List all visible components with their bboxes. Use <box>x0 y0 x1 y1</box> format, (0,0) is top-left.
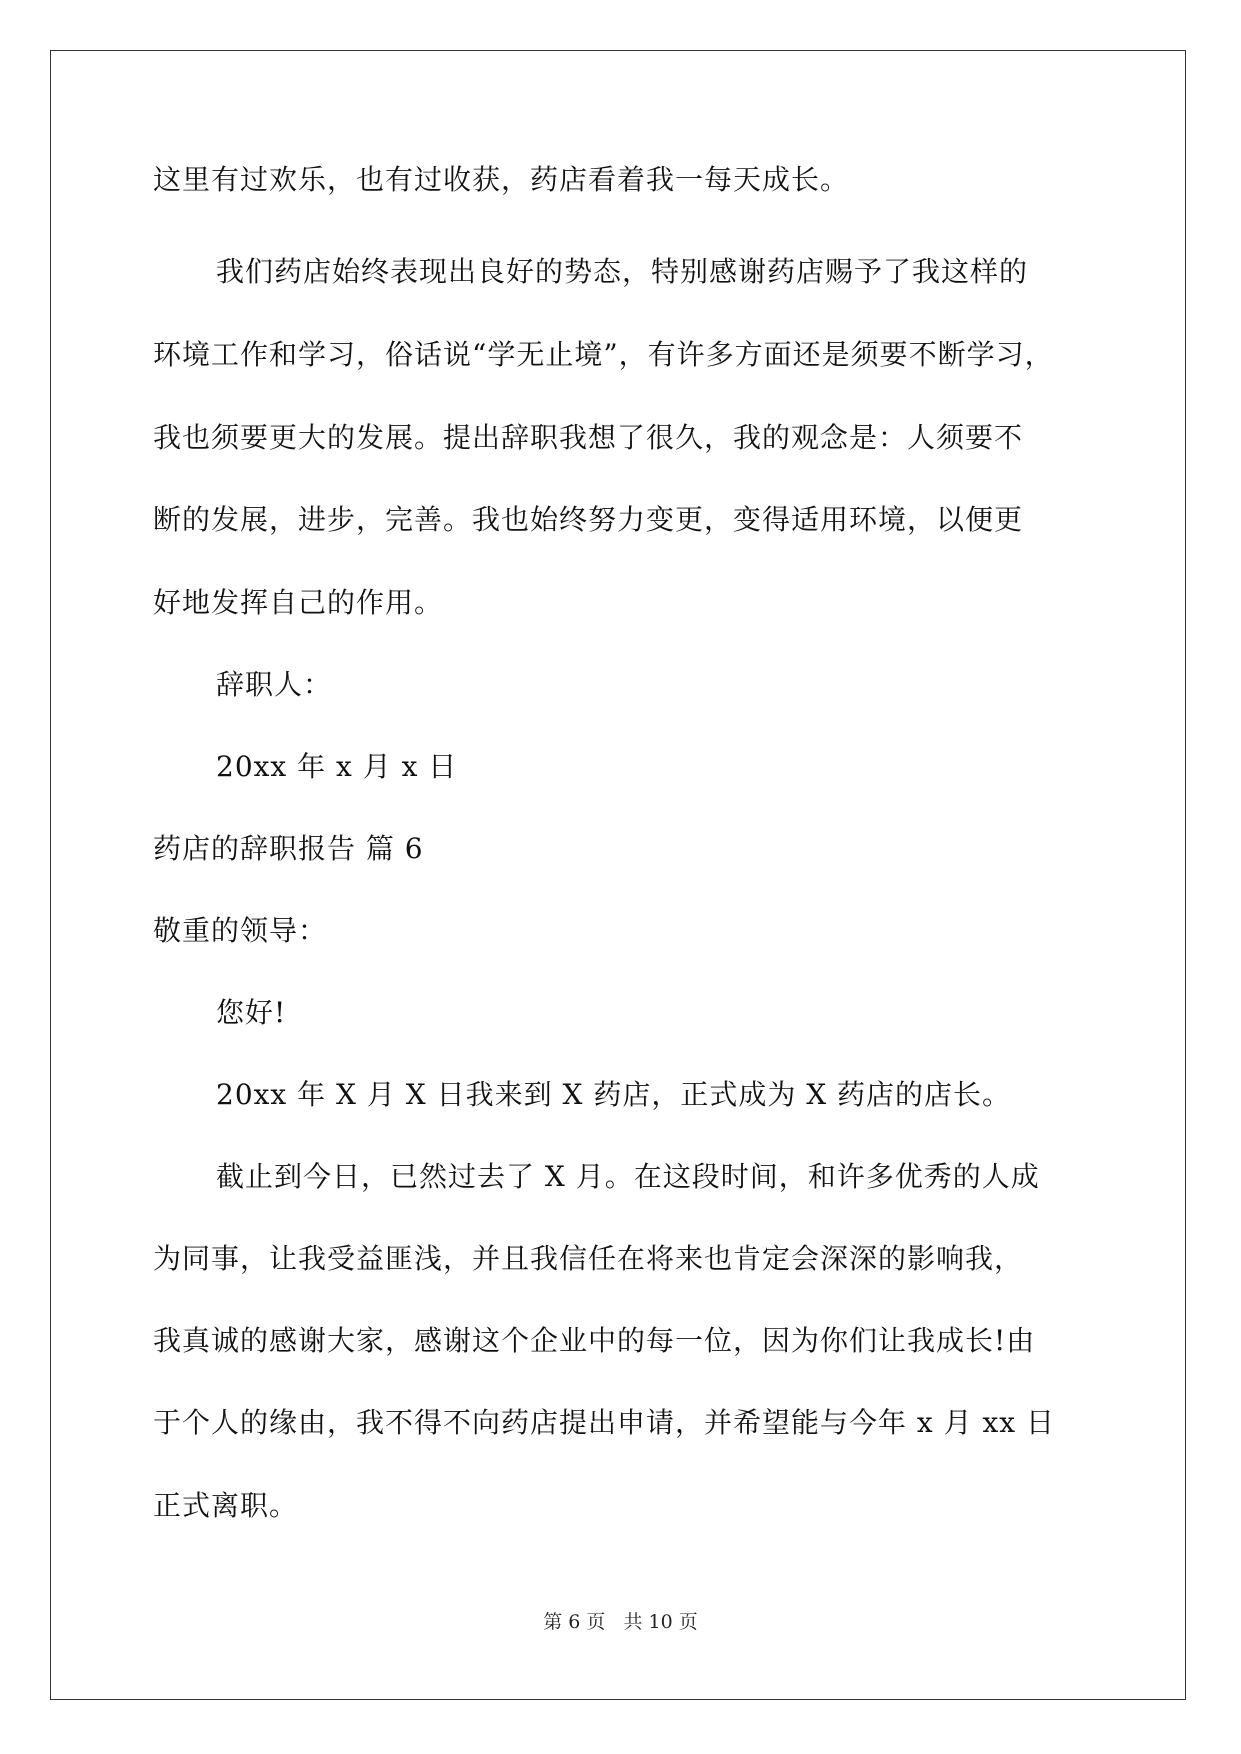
paragraph-line: 我们药店始终表现出良好的势态，特别感谢药店赐予了我这样的 <box>216 255 1029 288</box>
paragraph-line: 环境工作和学习，俗话说“学无止境”，有许多方面还是须要不断学习， <box>153 338 1054 371</box>
paragraph-line: 20xx 年 X 月 X 日我来到 X 药店，正式成为 X 药店的店长。 <box>216 1078 1012 1111</box>
salutation: 敬重的领导： <box>153 914 328 947</box>
page-number: 第 6 页 <box>543 1611 606 1633</box>
paragraph-line: 于个人的缘由，我不得不向药店提出申请，并希望能与今年 x 月 xx 日 <box>153 1406 1055 1439</box>
paragraph-line: 这里有过欢乐，也有过收获，药店看着我一每天成长。 <box>153 163 850 196</box>
page-frame <box>50 50 1186 1700</box>
paragraph-line: 断的发展，进步，完善。我也始终努力变更，变得适用环境，以便更 <box>153 503 1024 536</box>
date-line: 20xx 年 x 月 x 日 <box>216 750 458 783</box>
paragraph-line: 截止到今日，已然过去了 X 月。在这段时间，和许多优秀的人成 <box>216 1160 1040 1193</box>
greeting: 您好! <box>216 996 287 1029</box>
page-footer <box>0 1610 1241 1634</box>
paragraph-line: 正式离职。 <box>153 1489 299 1522</box>
paragraph-line: 好地发挥自己的作用。 <box>153 586 444 619</box>
section-title: 药店的辞职报告 篇 6 <box>153 832 424 865</box>
paragraph-line: 我也须要更大的发展。提出辞职我想了很久，我的观念是：人须要不 <box>153 421 1024 454</box>
paragraph-line: 我真诚的感谢大家，感谢这个企业中的每一位，因为你们让我成长!由 <box>153 1324 1036 1357</box>
signature-label: 辞职人： <box>216 668 333 701</box>
page-total: 共 10 页 <box>623 1611 698 1633</box>
paragraph-line: 为同事，让我受益匪浅，并且我信任在将来也肯定会深深的影响我， <box>153 1242 1024 1275</box>
